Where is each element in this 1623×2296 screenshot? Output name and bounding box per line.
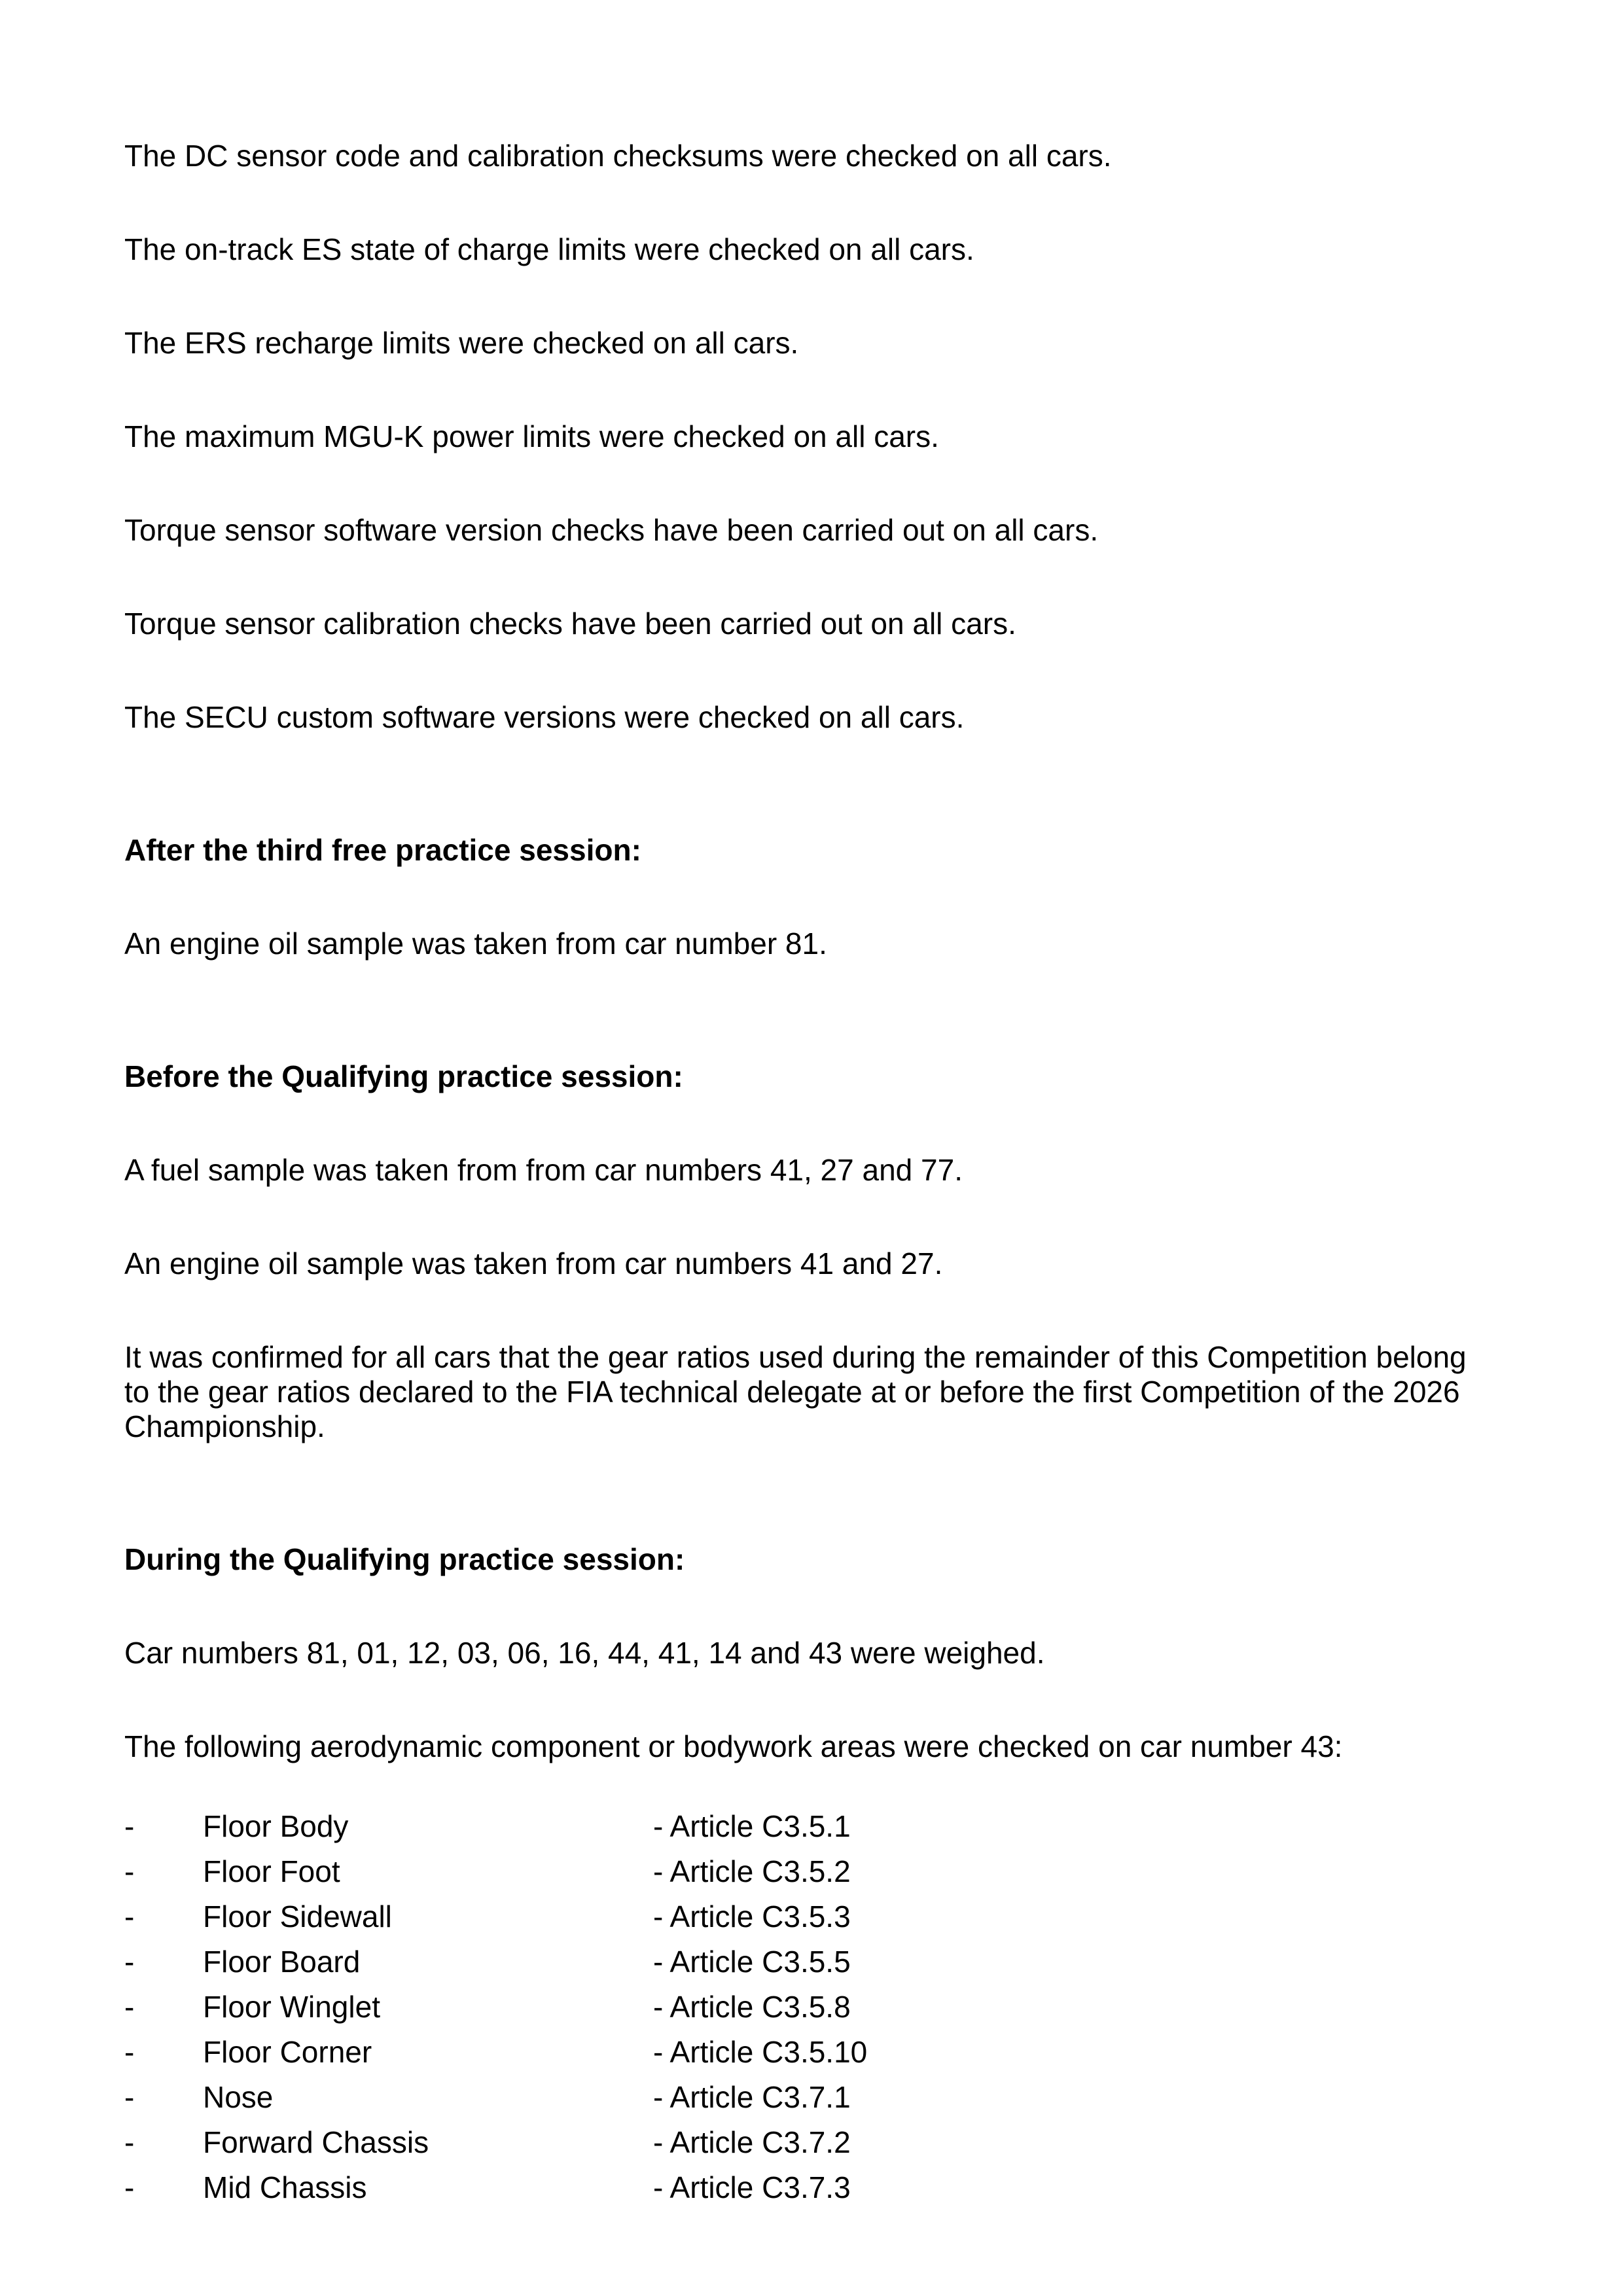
list-bullet: - — [124, 1899, 135, 1934]
aero-article-ref: - Article C3.5.3 — [653, 1899, 851, 1934]
section-heading-before-qualifying: Before the Qualifying practice session: — [124, 1059, 683, 1093]
list-item — [124, 1985, 1479, 2030]
list-bullet: - — [124, 1809, 135, 1843]
list-item — [124, 2075, 1479, 2120]
aero-article-ref: - Article C3.7.2 — [653, 2125, 851, 2159]
paragraph-oil-sample-41-27: An engine oil sample was taken from car numbers 41 and 27. — [124, 1246, 943, 1280]
list-bullet: - — [124, 2080, 135, 2114]
paragraph-check-es-charge: The on-track ES state of charge limits were checked on all cars. — [124, 232, 974, 266]
list-item — [124, 1894, 1479, 1939]
paragraph-check-secu-software: The SECU custom software versions were checked on all cars. — [124, 700, 965, 734]
aero-component-label: Nose — [203, 2080, 274, 2114]
list-bullet: - — [124, 1854, 135, 1888]
aero-component-label: Floor Sidewall — [203, 1899, 392, 1934]
paragraph-check-ers-recharge: The ERS recharge limits were checked on all cars. — [124, 326, 799, 360]
list-item — [124, 1939, 1479, 1985]
list-bullet: - — [124, 1945, 135, 1979]
paragraph-oil-sample-81: An engine oil sample was taken from car number 81. — [124, 927, 827, 961]
list-item — [124, 2120, 1479, 2165]
aero-component-label: Floor Corner — [203, 2035, 372, 2069]
aero-article-ref: - Article C3.5.1 — [653, 1809, 851, 1843]
aero-component-label: Floor Winglet — [203, 1990, 380, 2024]
list-bullet: - — [124, 2170, 135, 2204]
aero-check-list — [124, 1804, 1479, 2210]
list-bullet: - — [124, 1990, 135, 2024]
aero-article-ref: - Article C3.5.10 — [653, 2035, 868, 2069]
aero-component-label: Floor Body — [203, 1809, 349, 1843]
paragraph-check-torque-calibration: Torque sensor calibration checks have been carried out on all cars. — [124, 607, 1016, 641]
aero-component-label: Floor Foot — [203, 1854, 340, 1888]
paragraph-fuel-sample: A fuel sample was taken from from car numbers 41, 27 and 77. — [124, 1153, 963, 1187]
page-content — [124, 139, 1479, 2210]
list-item — [124, 2030, 1479, 2075]
list-bullet: - — [124, 2035, 135, 2069]
aero-article-ref: - Article C3.5.5 — [653, 1945, 851, 1979]
aero-component-label: Forward Chassis — [203, 2125, 429, 2159]
paragraph-check-dc-sensor: The DC sensor code and calibration checksums were checked on all cars. — [124, 139, 1112, 173]
aero-article-ref: - Article C3.5.2 — [653, 1854, 851, 1888]
aero-component-label: Mid Chassis — [203, 2170, 367, 2204]
paragraph-check-mgu-k: The maximum MGU-K power limits were checked on all cars. — [124, 419, 939, 453]
aero-article-ref: - Article C3.5.8 — [653, 1990, 851, 2024]
list-item — [124, 1849, 1479, 1894]
paragraph-cars-weighed: Car numbers 81, 01, 12, 03, 06, 16, 44, 41, 14 and 43 were weighed. — [124, 1636, 1045, 1670]
section-heading-during-qualifying: During the Qualifying practice session: — [124, 1542, 685, 1576]
paragraph-aero-checks-intro: The following aerodynamic component or bodywork areas were checked on car number 43: — [124, 1729, 1343, 1763]
section-heading-after-fp3: After the third free practice session: — [124, 833, 641, 867]
paragraph-check-torque-software: Torque sensor software version checks have been carried out on all cars. — [124, 513, 1099, 547]
list-item — [124, 2165, 1479, 2210]
aero-article-ref: - Article C3.7.1 — [653, 2080, 851, 2114]
list-bullet: - — [124, 2125, 135, 2159]
paragraph-gear-ratios: It was confirmed for all cars that the gear ratios used during the remainder of this Competition belong to the gear ratios declared to the FIA technical delegate at or before the first Competition of the 2026 Championship. — [124, 1340, 1467, 1443]
list-item — [124, 1804, 1479, 1849]
aero-article-ref: - Article C3.7.3 — [653, 2170, 851, 2204]
aero-component-label: Floor Board — [203, 1945, 361, 1979]
